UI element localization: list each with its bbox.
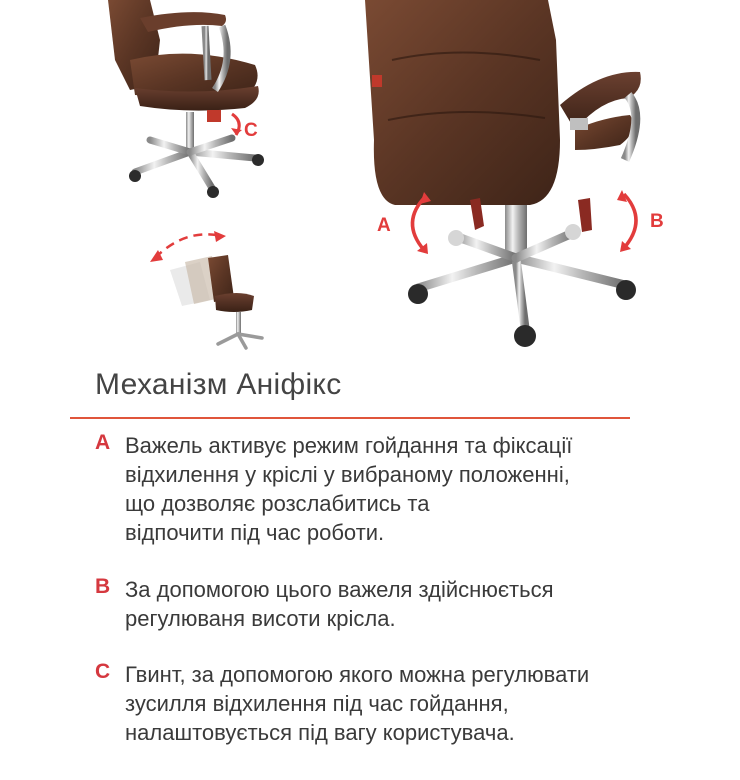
title-divider (70, 417, 630, 419)
item-line: За допомогою цього важеля здійснюється (125, 577, 554, 602)
chair-side-view (108, 0, 264, 198)
item-line: Важель активує режим гойдання та фіксації (125, 433, 573, 458)
item-line: відпочити під час роботи. (125, 520, 385, 545)
section-title: Механізм Аніфікс (95, 368, 342, 401)
item-description (125, 660, 715, 747)
chair-mechanism-illustration (0, 0, 740, 360)
callout-b: B (650, 211, 664, 232)
chair-rear-view (365, 0, 664, 347)
item-description (125, 575, 715, 633)
callout-a: A (377, 215, 391, 236)
item-line: що дозволяє розслабитись та (125, 491, 430, 516)
item-description (125, 431, 715, 547)
item-line: Гвинт, за допомогою якого можна регулювати (125, 662, 590, 687)
item-line: регулюваня висоти крісла. (125, 606, 396, 631)
item-line: зусилля відхилення під час гойдання, (125, 691, 509, 716)
item-line: налаштовується під вагу користувача. (125, 720, 515, 745)
item-letter: B (95, 575, 111, 598)
item-letter: C (95, 660, 111, 683)
tilt-demo-chair (150, 231, 262, 348)
item-line: відхилення у кріслі у вибраному положенні, (125, 462, 570, 487)
callout-c: C (244, 120, 258, 141)
item-letter: A (95, 431, 111, 454)
